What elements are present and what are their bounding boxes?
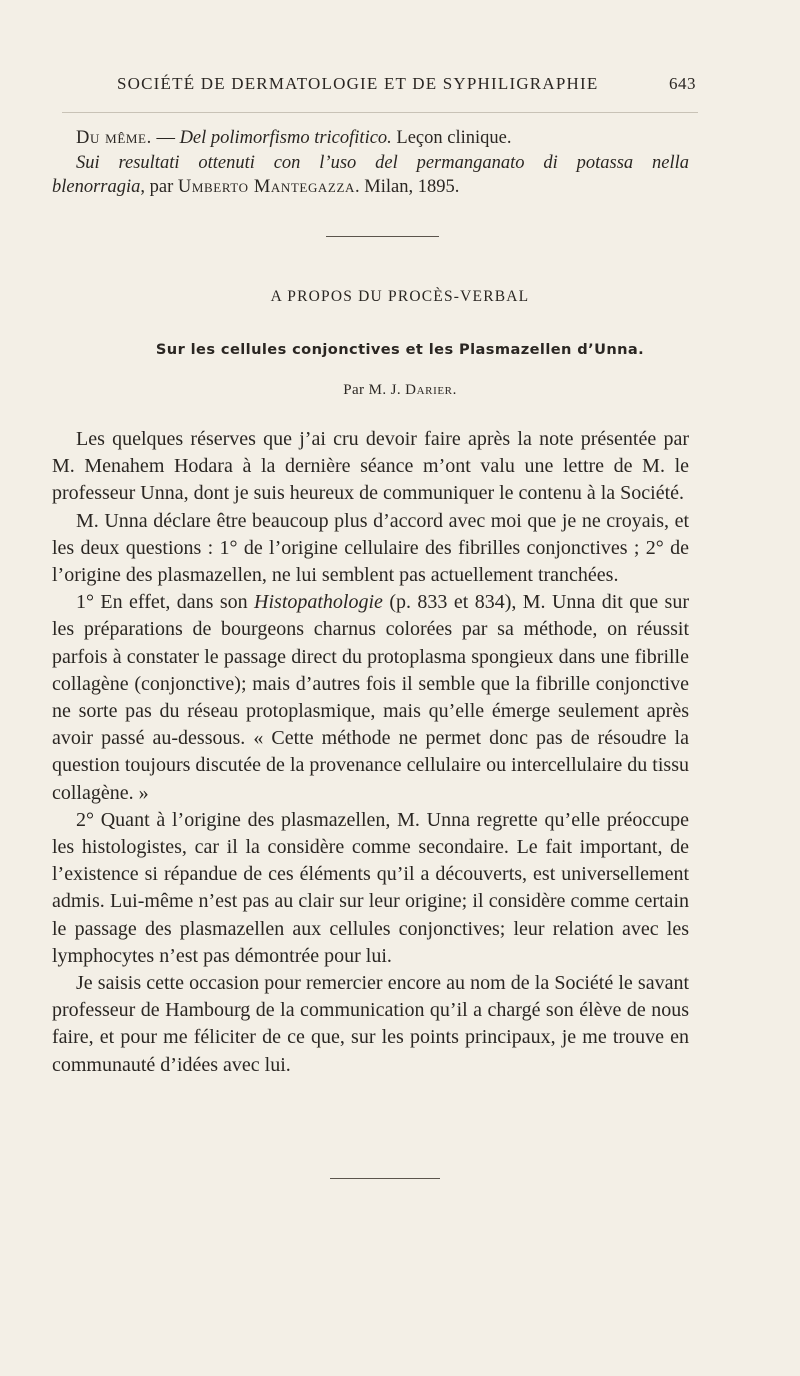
section-divider	[326, 236, 439, 237]
paragraph	[52, 589, 689, 807]
entry-title: Del polimorfismo tricofitico.	[179, 128, 392, 148]
byline-suffix: .	[452, 382, 457, 398]
book-title: Histopathologie	[254, 591, 383, 614]
entry-title: blenorragia	[52, 177, 141, 197]
header-rule	[62, 112, 698, 113]
article-title: Sur les cellules conjonctives et les Plasmazellen d’Unna.	[155, 341, 645, 358]
page-number: 643	[669, 74, 696, 93]
entry-dash: —	[151, 128, 180, 148]
end-divider	[330, 1178, 440, 1179]
paragraph: Je saisis cette occasion pour remercier encore au nom de la Société le savant professeur de Hambourg de la communication qu’il a chargé son élève de nous faire, et pour me féliciter de ce que, sur les points principaux, je me trouve en communauté d’idées avec lui.	[52, 972, 689, 1076]
section-title: A PROPOS DU PROCÈS-VERBAL	[270, 288, 530, 305]
paragraph-text: (p. 833 et 834), M. Unna dit que sur les préparations de bourgeons charnus colorées par sa méthode, on réussit parfois à constater le passage direct du protoplasma spongieux dans une fibrille collagène (conjonctive); mais d’autres fois il semble que la fibrille conjonctive ne sorte pas du réseau protoplasmique, mais qu’elle émerge seulement après avoir passé au-dessous. « Cette méthode ne permet donc pas de résoudre la question toujours discutée de la provenance cellulaire ou intercellulaire du tissu collagène. »	[52, 591, 689, 804]
bibliography-entry	[52, 126, 689, 151]
paragraph: Les quelques réserves que j’ai cru devoir faire après la note présentée par M. Menahem Hodara à la dernière séance m’ont valu une lettre de M. le professeur Unna, dont je suis heureux de communiquer le contenu à la Société.	[52, 428, 689, 505]
bibliography-entry-title-line: Sui resultati ottenuti con l’uso del permanganato di potassa nella	[76, 152, 689, 173]
entry-author: Umberto Mantegazza	[177, 177, 355, 197]
byline-prefix: Par M. J.	[343, 382, 406, 398]
paragraph: 2° Quant à l’origine des plasmazellen, M. Unna regrette qu’elle préoccupe les histologistes, car il la considère comme secondaire. Le fait important, de l’existence si répandue de ces éléments qu’il a découverts, est universellement admis. Lui-même n’est pas au clair sur leur origine; il considère comme certain le passage des plasmazellen aux cellules conjonctives; leur relation avec les lymphocytes n’est pas démontrée pour lui.	[52, 808, 689, 967]
paragraph: M. Unna déclare être beaucoup plus d’accord avec moi que je ne croyais, et les deux questions : 1° de l’origine cellulaire des fibrilles conjonctives ; 2° de l’origine des plasmazellen, ne lui semblent pas actuellement tranchées.	[52, 509, 689, 587]
entry-note: . Milan, 1895.	[355, 177, 460, 197]
article-body	[52, 426, 689, 1079]
entry-note: Leçon clinique.	[391, 128, 512, 148]
paragraph-text: 1° En effet, dans son	[76, 591, 255, 614]
running-title: SOCIÉTÉ DE DERMATOLOGIE ET DE SYPHILIGRAPHIE	[117, 74, 599, 93]
bibliography	[52, 126, 689, 200]
byline	[0, 382, 800, 399]
entry-author: Du même.	[76, 128, 152, 148]
running-header	[117, 74, 696, 94]
entry-par: , par	[140, 177, 178, 197]
bibliography-entry	[52, 175, 689, 200]
byline-author: Darier	[405, 382, 453, 398]
